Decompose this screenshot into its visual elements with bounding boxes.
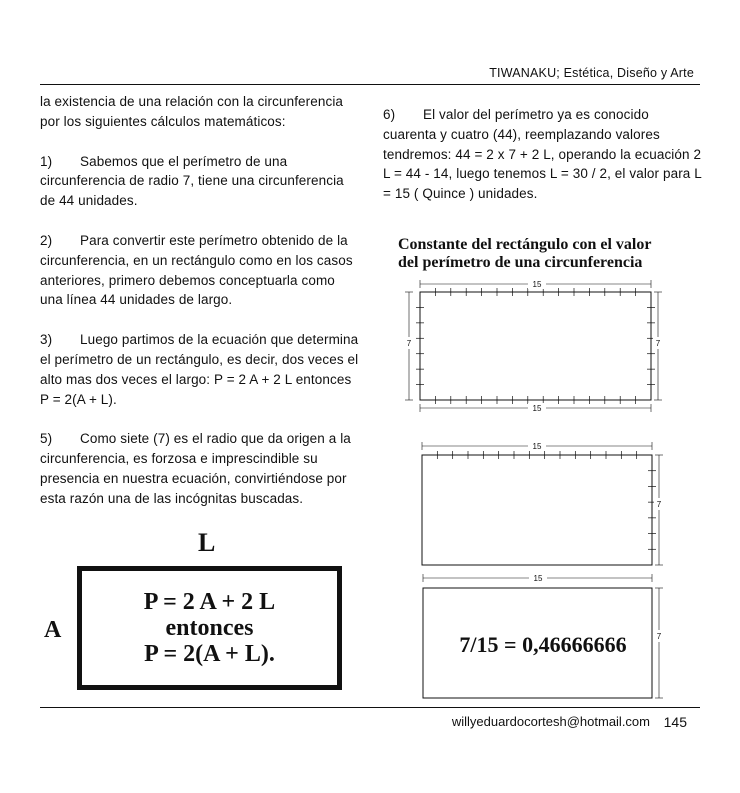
rectangle-3 (423, 573, 664, 698)
formula-line3: P = 2(A + L). (144, 641, 275, 667)
ratio-text: 7/15 = 0,46666666 (459, 632, 627, 657)
rectangle-2 (422, 441, 664, 565)
height-label: 7 (655, 339, 661, 348)
width-label: 15 (532, 280, 542, 289)
diagram-title-line2: del perímetro de una circunferencia (398, 254, 643, 271)
paragraph-intro: la existencia de una relación con la circunferencia por los siguientes cálculos matemáticos: (40, 94, 344, 129)
page-number: 145 (663, 714, 687, 730)
height-label: 7 (656, 632, 662, 641)
running-header: TIWANAKU; Estética, Diseño y Arte (489, 66, 694, 80)
width-label: 15 (532, 404, 542, 413)
height-label: 7 (406, 339, 412, 348)
item-number: 6) (383, 107, 396, 122)
item-text: Para convertir este perímetro obtenido de la circunferencia, en un rectángulo como en los casos anteriores, primero debemos conceptuarla como una línea 44 unidades de largo. (40, 232, 353, 308)
width-label: 15 (533, 574, 543, 583)
item-number: 3) (40, 332, 53, 348)
formula-line2: entonces (165, 615, 254, 641)
item-text: El valor del perímetro ya es conocido cuarenta y cuatro (44), reemplazando valores tendremos: 44 = 2 x 7 + 2 L, operando la ecuación 2 L = 44 - 14, luego tenemos L = 30 / 2, el valor para L = 15 ( Quince ) unidades. (383, 107, 702, 202)
height-label-letter: A (44, 617, 62, 643)
item-text: Como siete (7) es el radio que da origen a la circunferencia, es forzosa e imprescindible su presencia en nuestra ecuación, convirtiéndose por esta razón una de las incógnitas buscadas. (40, 431, 351, 506)
item-number: 1) (40, 153, 53, 169)
item-number: 2) (40, 232, 53, 248)
formula-line1: P = 2 A + 2 L (143, 589, 276, 615)
length-label: L (198, 528, 216, 557)
width-label: 15 (532, 442, 542, 451)
rectangle-1 (404, 279, 663, 413)
item-number: 5) (40, 431, 53, 447)
formula-box (77, 566, 342, 690)
height-label: 7 (656, 500, 662, 509)
item-text: Luego partimos de la ecuación que determina el perímetro de un rectángulo, es decir, dos veces el alto mas dos veces el largo: P = 2 A + 2 L entonces P = 2(A + L). (40, 332, 359, 407)
diagram-title-line1: Constante del rectángulo con el valor (398, 236, 652, 253)
item-text: Sabemos que el perímetro de una circunferencia de radio 7, tiene una circunferencia de 44 unidades. (40, 153, 344, 209)
footer-email: willyeduardocortesh@hotmail.com (451, 714, 650, 729)
footer-rule (40, 707, 700, 708)
